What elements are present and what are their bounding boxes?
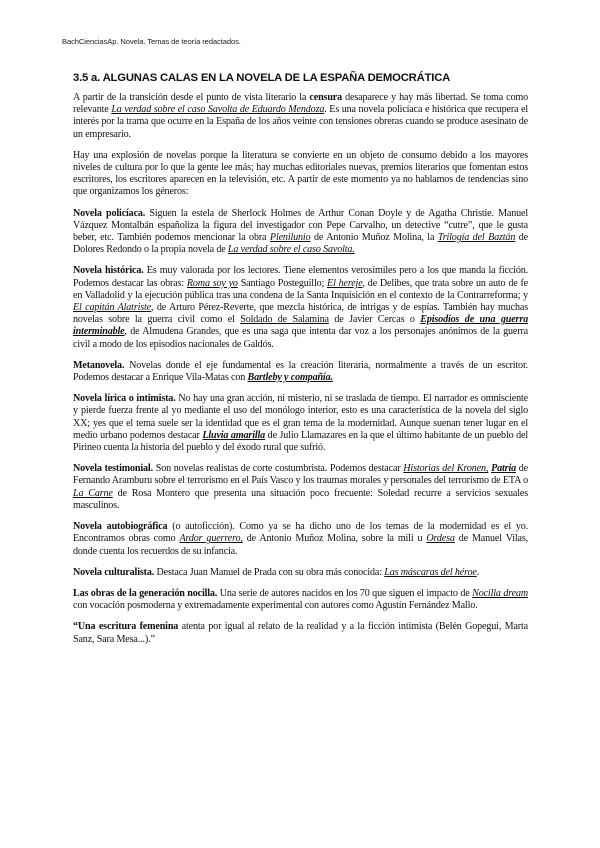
section-title: 3.5 a. ALGUNAS CALAS EN LA NOVELA DE LA ESPAÑA DEMOCRÁTICA	[73, 72, 451, 84]
text: desaparece y hay más libertad. Se toma como relevante	[73, 92, 528, 116]
book-title-link: Lluvia amarilla	[202, 429, 266, 441]
text: de Javier Cercas o	[328, 314, 421, 326]
text: de Rosa Montero que presenta una situación poco frecuente: Soledad recurre a servicios sexuales masculinos.	[73, 487, 529, 511]
book-title-link: Roma soy yo	[186, 277, 238, 289]
text: A partir de la transición desde el punto de vista literario la	[73, 92, 310, 103]
text: de Manuel Vilas, donde cuenta los recuerdos de su infancia.	[73, 533, 529, 557]
paragraph-culturalista	[73, 567, 528, 579]
text: de Dolores Redondo o la propia novela de	[73, 232, 528, 256]
genre-heading: Novela autobiográfica	[73, 521, 168, 533]
text: de Antonio Muñoz Molina, la	[310, 232, 438, 244]
genre-heading: Novela policíaca.	[73, 207, 146, 219]
book-title-link: La verdad sobre el caso Savolta.	[227, 244, 355, 256]
text: Es muy valorada por los lectores. Tiene elementos verosímiles pero a los que manda la ficción. Podemos destacar las obras:	[73, 265, 528, 289]
genre-heading: Metanovela.	[73, 359, 125, 371]
book-title-link: Episodios de una guerra interminable	[73, 314, 528, 338]
text: Una serie de autores nacidos en los 70 que siguen el impacto de	[217, 587, 473, 599]
document-body	[73, 92, 528, 655]
book-title-link: Soldado de Salamina	[240, 314, 329, 326]
text: , de Delibes, que trata sobre un auto de fe en Valladolid y la ejecución pública tras una condena de la Santa Inquisición en el contexto de la Contrarreforma; y	[73, 277, 528, 301]
text: atenta por igual al relato de la realidad y a la ficción intimista (Belén Gopegui, Marta Sanz, Sara Mesa...).”	[73, 621, 528, 645]
book-title-link: La Carne	[73, 487, 113, 499]
paragraph-metanovela	[73, 360, 528, 384]
text: de Fernando Aramburu sobre el terrorismo en el País Vasco y los traumas morales y personales del terrorismo de ETA o	[73, 463, 528, 487]
text: . Es una novela policíaca e histórica que recupera el interés por la trama que ocurre en la España de los años veinte con tensiones obreras cuando se produce asesinato de un empresario.	[73, 104, 529, 140]
text: No hay una gran acción, ni misterio, ni se traslada de tiempo. El narrador es omnisciente y pierde fuerza frente al yo mediante el uso del monólogo interior, esto es una característica de la novela del siglo XX; yes que el tema suele ser la identidad que es el gran tema de la modernidad. Aunque suenan tener lugar en el medio urbano podemos destacar	[73, 393, 528, 441]
book-title-link: Patria	[491, 463, 516, 475]
book-title-link: La verdad sobre el caso Savolta de Eduardo Mendoza	[111, 104, 325, 116]
text: Destaca Juan Manuel de Prada con su obra más conocida:	[154, 566, 385, 578]
genre-heading: Las obras de la generación nocilla.	[73, 587, 218, 599]
book-title-link: Ordesa	[426, 533, 455, 545]
genre-heading: Novela culturalista.	[73, 566, 155, 578]
text: de Antonio Muñoz Molina, sobre la mili u	[242, 533, 427, 545]
book-title-link: Historias del Kronen,	[403, 463, 489, 475]
genre-heading: Novela lírica o intimista.	[73, 393, 176, 405]
paragraph-autobiografica	[73, 521, 528, 558]
book-title-link: Las máscaras del héroe	[384, 566, 477, 578]
paragraph-testimonial	[73, 463, 528, 512]
paragraph-intro	[73, 92, 528, 141]
text: de Julio Llamazares en la que el último habitante de un pueblo del Pirineo cuenta la historia del pueblo y del éxodo rural que sufrió.	[73, 429, 528, 454]
keyword-censura: censura	[309, 92, 343, 103]
paragraph-lirica	[73, 393, 528, 454]
book-title-link: El capitán Alatriste	[73, 302, 152, 314]
book-title-link: Bartleby y compañía.	[247, 372, 333, 384]
text: Son novelas realistas de corte costumbrista. Podemos destacar	[152, 463, 404, 475]
book-title-link: Nocilla dream	[472, 587, 529, 599]
paragraph-explosion: Hay una explosión de novelas porque la literatura se convierte en un objeto de consumo debido a los mayores niveles de cultura por lo que la gente lee más; hay muchas editoriales nuevas, premios literarios que fomentan estos escritores, los escritores aparecen en la televisión, etc. A partir de este momento ya no hablamos de tendencias sino que organizamos los géneros:	[73, 149, 528, 198]
page-header: BachCienciasAp. Novela. Temas de teoría redactados.	[62, 37, 241, 46]
book-title-link: Ardor guerrero,	[179, 533, 243, 545]
genre-heading: “Una escritura femenina	[73, 621, 179, 633]
text: .	[476, 566, 480, 578]
book-title-link: El hereje	[327, 277, 363, 289]
genre-heading: Novela histórica.	[73, 265, 144, 277]
text: Novelas donde el eje fundamental es la creación literaria, normalmente a través de un escritor. Podemos destacar a Enrique Vila-Matas con	[73, 359, 528, 384]
text: (o autoficción). Como ya se ha dicho uno de los temas de la modernidad es el yo. Encontramos obras como	[73, 521, 529, 545]
paragraph-policiaca	[73, 208, 528, 257]
book-title-link: Plenilunio	[269, 232, 311, 244]
text: Siguen la estela de Sherlock Holmes de Arthur Conan Doyle y de Agatha Christie. Manuel Vázquez Montalbán españoliza la figura del investigador con Pepe Carvalho, un detective “cutre”, que le gusta beber, etc. También podemos mencionar la obra	[73, 207, 529, 244]
paragraph-historica	[73, 265, 528, 350]
text: con vocación posmoderna y extremadamente experimental con autores como Agustín Fernández Mallo.	[73, 600, 478, 612]
text: , de Almudena Grandes, que es una saga que intenta dar voz a los personajes anónimos de la guerra civil a modo de los episodios nacionales de Galdós.	[73, 326, 528, 350]
book-title-link: Trilogía del Baztán	[437, 232, 516, 244]
text: Santiago Posteguillo;	[237, 277, 328, 289]
paragraph-nocilla	[73, 588, 528, 612]
paragraph-femenina	[73, 621, 528, 645]
text: , de Arturo Pérez-Reverte, que mezcla histórica, de intrigas y de espías. También hay muchas novelas sobre la guerra civil como el	[73, 302, 528, 326]
genre-heading: Novela testimonial.	[73, 463, 153, 475]
